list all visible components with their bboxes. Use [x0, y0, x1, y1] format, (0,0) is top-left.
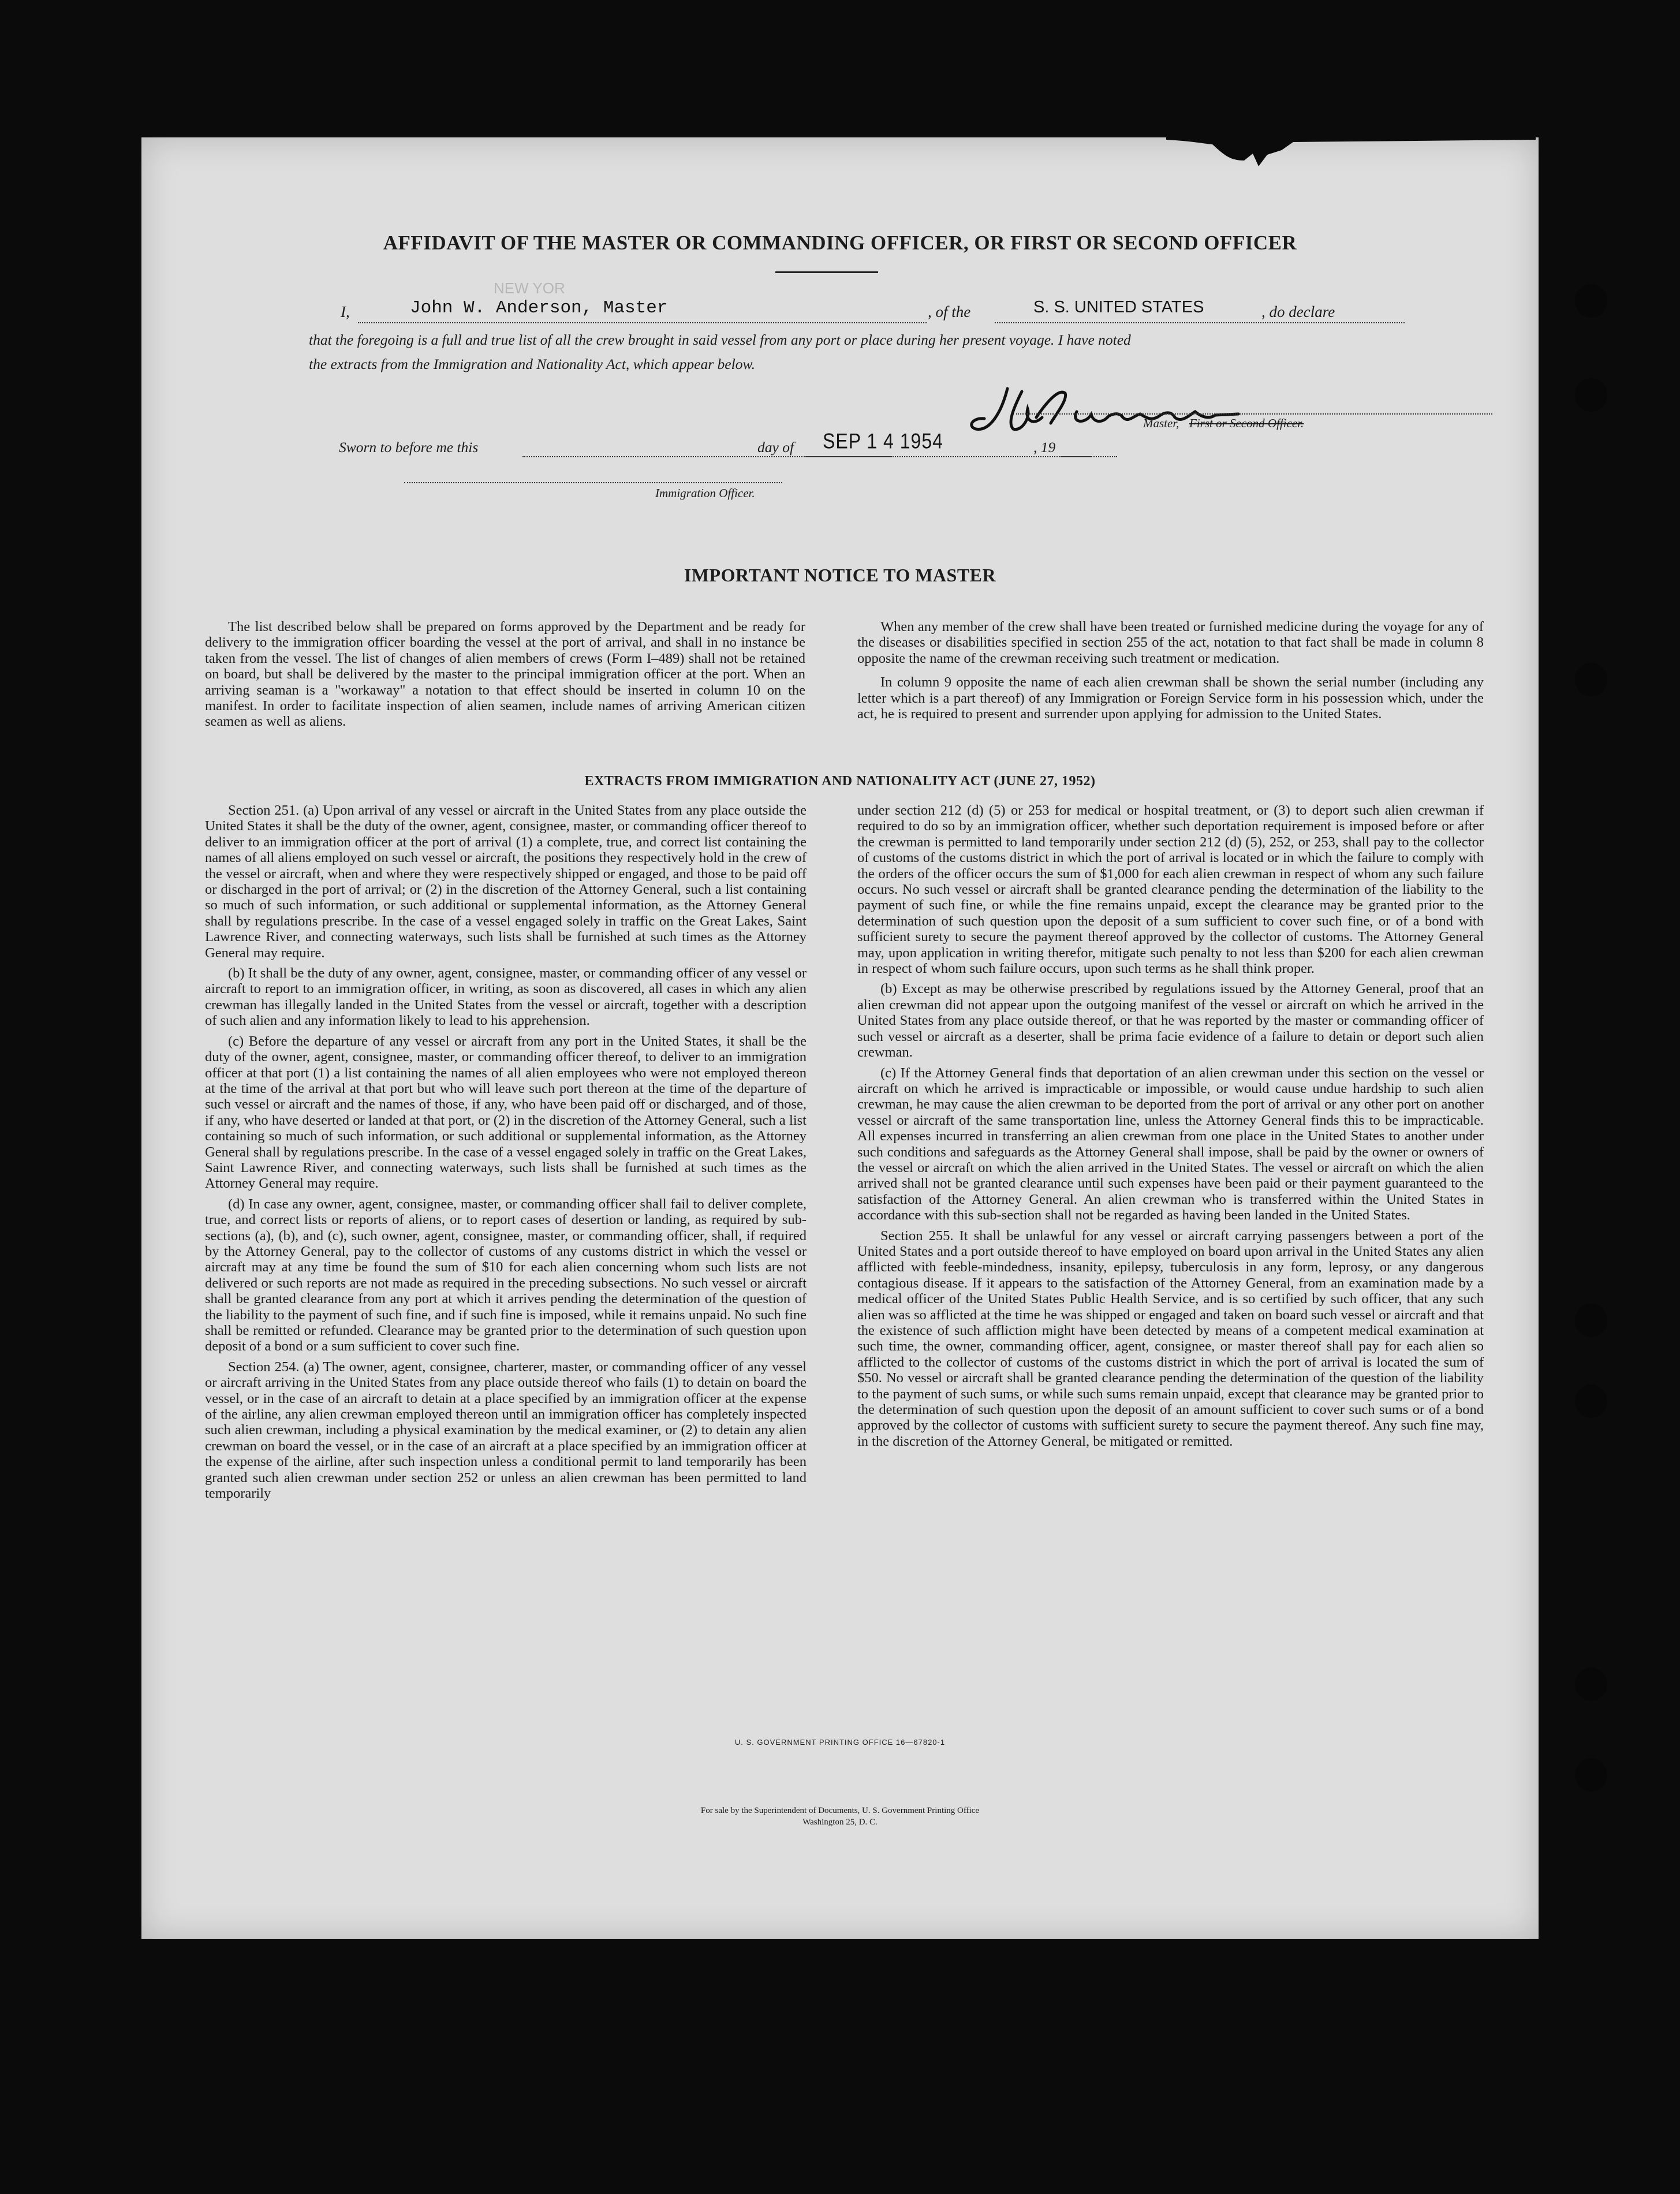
sale-line-1: For sale by the Superintendent of Documents, U. S. Government Printing Office: [700, 1806, 980, 1815]
name-line: [358, 322, 927, 323]
act-paragraph: Section 254. (a) The owner, agent, consignee, charterer, master, or commanding officer of any vessel or aircraft arriving in the United States from any place outside thereof who fails (1) to detain on board the vessel, or in the case of an aircraft to detain at a place specified by an immigration officer at the expense of the airline, any alien crewman employed thereon until an immigration officer has completely inspected such alien crewman, including a physical examination by the medical examiner, or (2) to detain any alien crewman on board the vessel, or in the case of an aircraft at a place specified by an immigration officer at the expense of the airline, after such inspection unless a conditional permit to land temporarily has been granted such alien crewman under section 252 or unless an alien crewman has been permitted to land temporarily: [205, 1359, 807, 1502]
year-line: [1059, 456, 1091, 457]
act-paragraph: (d) In case any owner, agent, consignee, master, or commanding officer shall fail to deliver complete, true, and correct lists or reports of aliens, or to report cases of desertion or landing, as required by sub-sections (a), (b), and (c), such owner, agent, consignee, master, or commanding officer, shall, if required by the Attorney General, pay to the collector of customs of any customs district in which the vessel or aircraft may at any time be found the sum of $10 for each alien concerning whom such lists are not delivered or such reports are not made as required in the preceding subsections. No such vessel or aircraft shall be granted clearance from any port at which it arrives pending the determination of the question of the liability to the payment of such fine, and if such fine is imposed, while it remains unpaid. No such fine shall be remitted or refunded. Clearance may be granted prior to the determination of such question upon deposit of a bond or a sum sufficient to cover such fine.: [205, 1196, 807, 1355]
signature: [967, 377, 1336, 446]
officer-line: [404, 482, 782, 483]
act-paragraph: (b) It shall be the duty of any owner, agent, consignee, master, or commanding officer of any vessel or aircraft to report to an immigration officer, in writing, as soon as discovered, all cases in which any alien crewman has illegally landed in the United States from the vessel or aircraft, together with a description of such alien and any information likely to lead to his apprehension.: [205, 965, 807, 1029]
extracts-left-column: [205, 803, 807, 1506]
title-divider: [775, 271, 878, 273]
binder-hole: [1575, 1304, 1607, 1337]
printing-office-imprint: U. S. GOVERNMENT PRINTING OFFICE 16—67820-1: [734, 1738, 946, 1747]
act-paragraph: Section 255. It shall be unlawful for any vessel or aircraft carrying passengers between a port of the United States and a port outside thereof to have employed on board upon arrival in the United States any alien afflicted with feeble-mindedness, insanity, epilepsy, tuberculosis in any form, leprosy, or any dangerous contagious disease. If it appears to the satisfaction of the Attorney General, from an examination made by a medical officer of the United States Public Health Service, and is so certified by such officer, that any such alien was so afflicted at the time he was shipped or engaged and taken on board such vessel or aircraft and that the existence of such affliction might have been detected by means of a competent medical examination at such time, the owner, commanding officer, agent, consignee, or master thereof shall pay for each alien so afflicted to the collector of customs of the customs district in which the port of arrival is located the sum of $50. No vessel or aircraft shall be granted clearance pending the determination of the question of the liability to the payment of such sums, or while such sums remain unpaid, except that clearance may be granted prior to the determination of such question upon the deposit of an amount sufficient to cover such sums or of a bond approved by the collector of customs with sufficient surety to secure the payment thereof. Any such fine may, in the discretion of the Attorney General, be mitigated or remitted.: [857, 1227, 1484, 1449]
declaration-line-1: that the foregoing is a full and true list of all the crew brought in said vessel from any port or place during her present voyage. I have noted: [309, 331, 1131, 348]
of-the-label: , of the: [928, 303, 971, 320]
extracts-right-column: [857, 803, 1484, 1454]
binder-hole: [1575, 378, 1607, 412]
year-label: , 19: [1033, 439, 1056, 456]
sale-line-2: Washington 25, D. C.: [802, 1818, 878, 1827]
master-label: Master,: [1143, 416, 1179, 430]
bleed-through-text: NEW YOR: [494, 279, 565, 297]
immigration-officer-label: Immigration Officer.: [655, 486, 755, 500]
act-paragraph: (c) Before the departure of any vessel or aircraft from any port in the United States, it shall be the duty of the owner, agent, consignee, master, or commanding officer thereof, to deliver to an immigration officer at that port (1) a list containing the names of all alien employees who were not employed thereon at the time of the arrival at that port but who will leave such port thereon at the time of the departure of such vessel or aircraft and the names of those, if any, who have been paid off or discharged, and of those, if any, who have deserted or landed at that port, or (2) in the discretion of the Attorney General, such a list containing so much of such information, or such additional or supplemental information, as the Attorney General shall by regulations prescribe. In the case of a vessel engaged solely in traffic on the Great Lakes, Saint Lawrence River, and connecting waterways, such lists shall be furnished at such times as the Attorney General may require.: [205, 1033, 807, 1192]
act-paragraph: under section 212 (d) (5) or 253 for medical or hospital treatment, or (3) to deport such alien crewman if required to do so by an immigration officer, whether such deportation requirement is imposed before or after the crewman is permitted to land temporarily under section 212 (d) (5), 252, or 253, shall pay to the collector of customs of the customs district in which the port of arrival is located or in which the failure to comply with the orders of the officer occurs the sum of $1,000 for each alien crewman in respect of whom any such failure occurs. No such vessel or aircraft shall be granted clearance pending the determination of the liability to the payment of such fine, or while the fine remains unpaid, except the clearance may be granted prior to the determination of such question upon the deposit of a sum sufficient to cover such fine, or of a bond with sufficient surety to secure the payment thereof approved by the collector of customs. The Attorney General may, upon application in writing therefor, mitigate such penalty to not less than $200 for each alien crewman in respect of whom such failure occurs, upon such terms as he shall think proper.: [857, 803, 1484, 977]
date-stamp: SEP 1 4 1954: [823, 429, 943, 453]
extracts-title: EXTRACTS FROM IMMIGRATION AND NATIONALITY ACT (JUNE 27, 1952): [584, 774, 1096, 789]
i-label: I,: [341, 303, 350, 320]
do-declare-label: , do declare: [1261, 303, 1335, 320]
struck-officer-label: First or Second Officer.: [1189, 416, 1304, 430]
sworn-label: Sworn to before me this: [339, 439, 479, 456]
affidavit-title: AFFIDAVIT OF THE MASTER OR COMMANDING OFFICER, OR FIRST OR SECOND OFFICER: [383, 232, 1297, 254]
master-name: John W. Anderson, Master: [410, 298, 668, 318]
vessel-line: [995, 322, 1405, 323]
notice-paragraph: When any member of the crew shall have been treated or furnished medicine during the voyage for any of the diseases or disabilities specified in section 255 of the act, notation to that fact shall be made in column 8 opposite the name of the crewman receiving such treatment or medication.: [857, 619, 1484, 666]
torn-edge: [1166, 137, 1536, 178]
day-of-label: day of: [757, 439, 794, 456]
binder-hole: [1575, 1385, 1607, 1418]
notice-title: IMPORTANT NOTICE TO MASTER: [684, 565, 996, 585]
vessel-name: S. S. UNITED STATES: [1033, 298, 1204, 316]
notice-left-column: [205, 619, 805, 734]
signature-line: [1016, 413, 1492, 415]
notice-paragraph: The list described below shall be prepared on forms approved by the Department and be ready for delivery to the immigration officer boarding the vessel at the port of arrival, and shall in no instance be taken from the vessel. The list of changes of alien members of crews (Form I–489) shall not be retained on board, but shall be delivered by the master to the principal immigration officer at the port. When an arriving seaman is a "workaway" a notation to that effect should be inserted in column 10 on the manifest. In order to facilitate inspection of alien seamen, include names of arriving American citizen seamen as well as aliens.: [205, 619, 805, 730]
document-page: [141, 137, 1539, 1939]
binder-hole: [1575, 1667, 1607, 1701]
act-paragraph: Section 251. (a) Upon arrival of any vessel or aircraft in the United States from any place outside the United States it shall be the duty of the owner, agent, consignee, master, or commanding officer thereof to deliver to an immigration officer at the port of arrival (1) a complete, true, and correct list containing the names of all aliens employed on such vessel or aircraft, the positions they respectively hold in the crew of the vessel or aircraft, when and where they were respectively shipped or engaged, and those to be paid off or discharged in the port of arrival; or (2) in the discretion of the Attorney General, such a list containing so much of such information, or such additional or supplemental information, as the Attorney General shall by regulations prescribe. In the case of a vessel engaged solely in traffic on the Great Lakes, Saint Lawrence River, and connecting waterways, such lists shall be furnished at such times as the Attorney General may require.: [205, 803, 807, 961]
notice-paragraph: In column 9 opposite the name of each alien crewman shall be shown the serial number (including any letter which is a part thereof) of any Immigration or Foreign Service form in his possession which, under the act, he is required to present and surrender upon applying for admission to the United States.: [857, 674, 1484, 722]
binder-hole: [1575, 1758, 1607, 1792]
declaration-line-2: the extracts from the Immigration and Nationality Act, which appear below.: [309, 356, 755, 372]
binder-hole: [1575, 663, 1607, 696]
notice-right-column: [857, 619, 1484, 726]
act-paragraph: (b) Except as may be otherwise prescribed by regulations issued by the Attorney General, proof that an alien crewman did not appear upon the outgoing manifest of the vessel or aircraft on which he arrived in the United States from any place outside thereof, or that he was reported by the master or commanding officer of such vessel or aircraft as a deserter, shall be prima facie evidence of a failure to detain or deport such alien crewman.: [857, 981, 1484, 1061]
act-paragraph: (c) If the Attorney General finds that deportation of an alien crewman under this section on the vessel or aircraft on which he arrived is impracticable or impossible, or would cause undue hardship to such alien crewman, he may cause the alien crewman to be deported from the port of arrival or any other port on another vessel or aircraft of the same transportation line, unless the Attorney General finds this to be impracticable. All expenses incurred in transferring an alien crewman from one place in the United States to another under such conditions and safeguards as the Attorney General shall impose, shall be paid by the owner or owners of the vessel or aircraft on which the alien arrived in the United States. The vessel or aircraft on which the alien arrived shall not be granted clearance until such expenses have been paid or their payment guaranteed to the satisfaction of the Attorney General. An alien crewman who is transferred within the United States in accordance with this sub-section shall not be regarded as having been landed in the United States.: [857, 1065, 1484, 1223]
binder-hole: [1575, 284, 1607, 318]
